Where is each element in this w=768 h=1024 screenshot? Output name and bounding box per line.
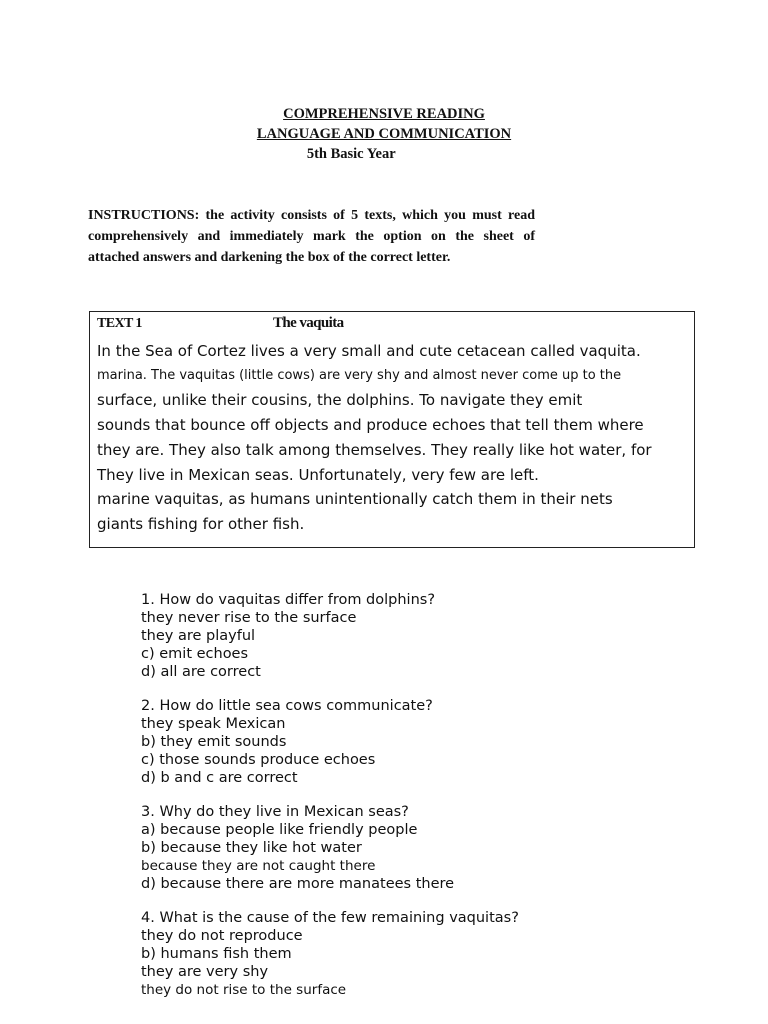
text1-title: The vaquita bbox=[273, 315, 344, 331]
answer-option: they do not reproduce bbox=[141, 928, 303, 944]
answer-option: b) they emit sounds bbox=[141, 734, 287, 750]
answer-option: c) those sounds produce echoes bbox=[141, 752, 376, 768]
instructions-paragraph bbox=[88, 205, 535, 268]
document-header bbox=[0, 104, 768, 164]
question-text: 3. Why do they live in Mexican seas? bbox=[141, 804, 409, 820]
question-text: 4. What is the cause of the few remaining vaquitas? bbox=[141, 910, 519, 926]
heading-subject: LANGUAGE AND COMMUNICATION bbox=[256, 126, 512, 142]
text1-body bbox=[97, 339, 690, 537]
question-text: 1. How do vaquitas differ from dolphins? bbox=[141, 592, 436, 608]
text1-line: they are. They also talk among themselves. They really like hot water, for bbox=[97, 440, 652, 459]
question-text: 2. How do little sea cows communicate? bbox=[141, 698, 433, 714]
text1-line: giants fishing for other fish. bbox=[97, 514, 305, 533]
text1-line: marine vaquitas, as humans unintentionally catch them in their nets bbox=[97, 490, 613, 509]
question-1 bbox=[141, 591, 741, 681]
question-4 bbox=[141, 909, 741, 999]
questions-list bbox=[141, 591, 741, 1015]
answer-option: a) because people like friendly people bbox=[141, 822, 418, 838]
text1-box bbox=[89, 311, 695, 548]
answer-option: they never rise to the surface bbox=[141, 610, 357, 626]
text1-line: In the Sea of Cortez lives a very small and cute cetacean called vaquita. bbox=[97, 342, 641, 360]
text1-line: marina. The vaquitas (little cows) are very shy and almost never come up to the bbox=[97, 367, 622, 383]
text1-line: They live in Mexican seas. Unfortunately, very few are left. bbox=[97, 465, 539, 484]
answer-option: d) because there are more manatees there bbox=[141, 876, 455, 892]
answer-option: d) b and c are correct bbox=[141, 770, 298, 786]
instructions-label: INSTRUCTIONS: bbox=[88, 208, 200, 223]
question-2 bbox=[141, 697, 741, 787]
answer-option: they do not rise to the surface bbox=[141, 982, 347, 998]
heading-grade: 5th Basic Year bbox=[306, 146, 418, 162]
answer-option: d) all are correct bbox=[141, 664, 261, 680]
answer-option: because they are not caught there bbox=[141, 858, 376, 874]
text1-label: TEXT 1 bbox=[97, 316, 142, 331]
answer-option: b) because they like hot water bbox=[141, 840, 362, 856]
answer-option: they are very shy bbox=[141, 964, 269, 980]
instructions-text: the activity consists of 5 texts, which you must read comprehensively and immediately mark the option on the sheet of attached answers and darkening the box of the correct letter. bbox=[88, 208, 535, 265]
answer-option: they are playful bbox=[141, 628, 256, 644]
text1-line: sounds that bounce off objects and produce echoes that tell them where bbox=[97, 416, 644, 435]
text1-line: surface, unlike their cousins, the dolphins. To navigate they emit bbox=[97, 391, 583, 410]
answer-option: b) humans fish them bbox=[141, 946, 292, 962]
heading-title: COMPREHENSIVE READING bbox=[283, 106, 485, 122]
answer-option: they speak Mexican bbox=[141, 716, 286, 732]
answer-option: c) emit echoes bbox=[141, 646, 249, 662]
question-3 bbox=[141, 803, 741, 893]
